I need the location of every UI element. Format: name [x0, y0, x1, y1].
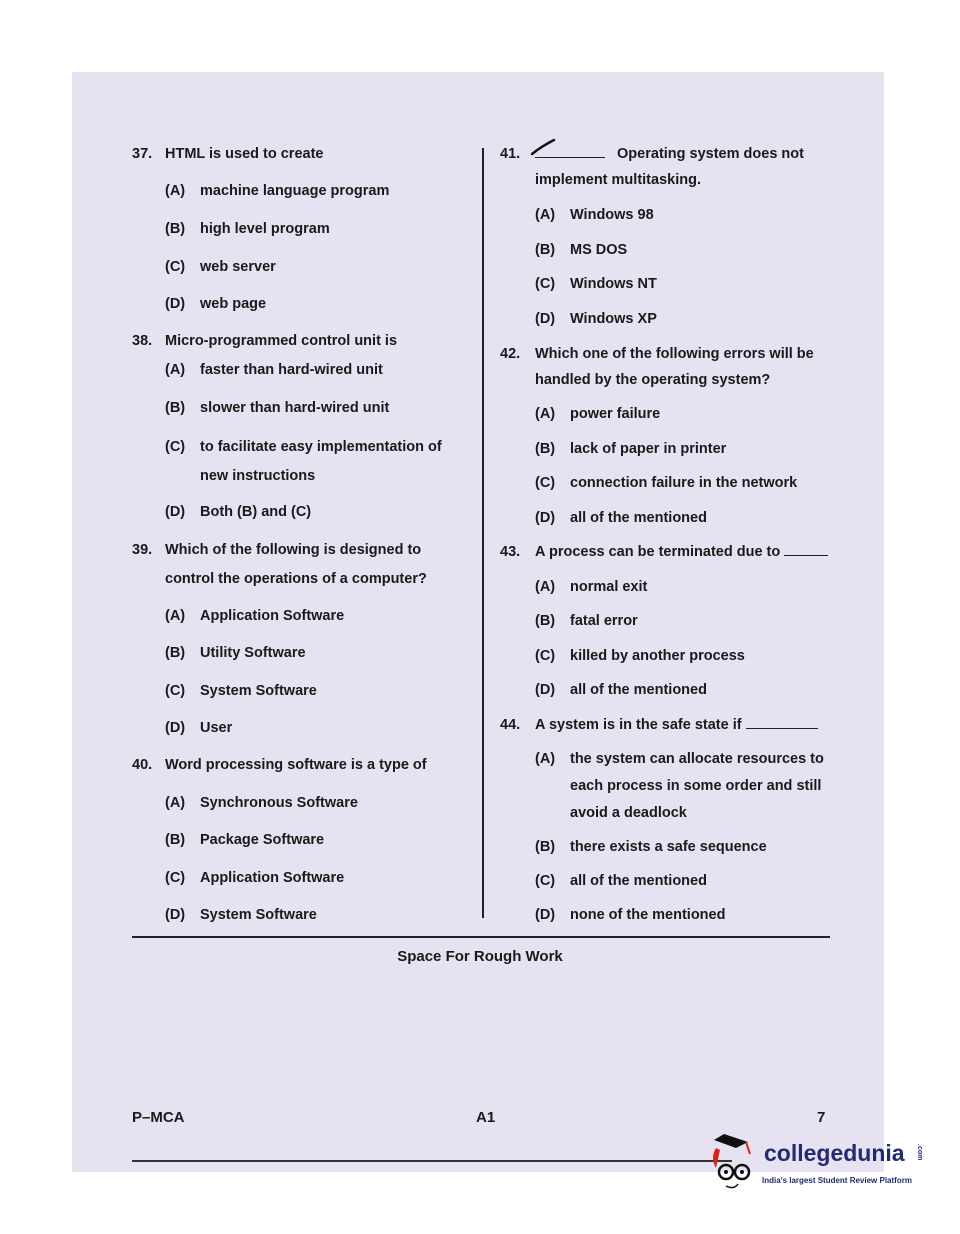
logo-suffix: .com	[916, 1144, 923, 1161]
option-label: (A)	[165, 183, 186, 199]
option-label: (B)	[535, 441, 556, 457]
option-label: (B)	[165, 400, 186, 416]
question-number: 44.	[500, 717, 521, 733]
question-number: 41.	[500, 146, 521, 162]
option-label: (D)	[535, 682, 556, 698]
mascot-icon	[706, 1128, 762, 1190]
option-text: Package Software	[200, 832, 325, 848]
option-label: (B)	[535, 613, 556, 629]
option-text: all of the mentioned	[570, 510, 707, 526]
question-number: 38.	[132, 333, 153, 349]
question-text: Which one of the following errors will be handled by the operating system?	[535, 346, 814, 388]
option-label: (C)	[535, 475, 556, 491]
question-37	[132, 141, 462, 167]
question-text	[535, 539, 830, 565]
logo-tagline: India's largest Student Review Platform	[762, 1176, 912, 1185]
option-text: faster than hard-wired unit	[200, 362, 383, 378]
question-text: Which of the following is designed to control the operations of a computer?	[165, 542, 427, 587]
option-label: (D)	[165, 504, 186, 520]
option-text: User	[200, 720, 233, 736]
question-number: 37.	[132, 146, 153, 162]
option-label: (D)	[165, 907, 186, 923]
option-label: (A)	[535, 579, 556, 595]
option-label: (C)	[535, 648, 556, 664]
question-number: 42.	[500, 346, 521, 362]
option-text: connection failure in the network	[570, 475, 798, 491]
option-text: to facilitate easy implementation of new instructions	[200, 439, 442, 484]
option-text: web server	[200, 259, 276, 275]
question-number: 40.	[132, 757, 153, 773]
column-divider	[482, 148, 484, 918]
option-text: slower than hard-wired unit	[200, 400, 390, 416]
option-text: Windows XP	[570, 311, 657, 327]
option-label: (D)	[535, 510, 556, 526]
footer-center: A1	[476, 1109, 496, 1126]
option-text: Application Software	[200, 608, 345, 624]
option-label: (D)	[165, 296, 186, 312]
option-label: (B)	[165, 832, 186, 848]
option-label: (C)	[165, 259, 186, 275]
option-text: all of the mentioned	[570, 873, 707, 889]
question-text: HTML is used to create	[165, 146, 324, 162]
logo-wordmark: collegedunia	[764, 1140, 905, 1166]
option-text: Utility Software	[200, 645, 306, 661]
question-text-content: A process can be terminated due to	[535, 544, 781, 560]
option-text: Synchronous Software	[200, 795, 358, 811]
answer-blank	[535, 157, 605, 158]
option-label: (A)	[535, 751, 556, 767]
option-label: (B)	[165, 221, 186, 237]
footer-line	[132, 1160, 732, 1162]
collegedunia-logo	[706, 1128, 936, 1198]
option-label: (D)	[165, 720, 186, 736]
option-label: (A)	[165, 608, 186, 624]
option-text: machine language program	[200, 183, 390, 199]
option-text: lack of paper in printer	[570, 441, 727, 457]
question-text	[535, 712, 830, 738]
footer-page-number: 7	[817, 1109, 826, 1126]
question-number: 43.	[500, 544, 521, 560]
option-label: (C)	[165, 439, 186, 455]
option-text: all of the mentioned	[570, 682, 707, 698]
option-label: (C)	[165, 683, 186, 699]
option-label: (D)	[535, 907, 556, 923]
option-text: normal exit	[570, 579, 648, 595]
question-text-content: A system is in the safe state if	[535, 717, 742, 733]
answer-blank	[746, 728, 818, 729]
option-label: (C)	[535, 276, 556, 292]
option-text: there exists a safe sequence	[570, 839, 767, 855]
option-text: System Software	[200, 683, 317, 699]
option-text: Application Software	[200, 870, 345, 886]
question-text: Micro-programmed control unit is	[165, 333, 398, 349]
option-text: System Software	[200, 907, 317, 923]
option-text: web page	[200, 296, 267, 312]
option-text: power failure	[570, 406, 661, 422]
option-label: (D)	[535, 311, 556, 327]
option-label: (B)	[535, 839, 556, 855]
option-text: killed by another process	[570, 648, 745, 664]
option-text: fatal error	[570, 613, 638, 629]
option-label: (A)	[535, 406, 556, 422]
question-text	[535, 141, 830, 193]
question-text: Word processing software is a type of	[165, 757, 427, 773]
option-text: MS DOS	[570, 242, 628, 258]
option-label: (C)	[535, 873, 556, 889]
option-text: Windows 98	[570, 207, 654, 223]
rough-work-heading: Space For Rough Work	[397, 948, 563, 965]
footer-left: P–MCA	[132, 1109, 185, 1126]
question-number: 39.	[132, 542, 153, 558]
option-text: Windows NT	[570, 276, 657, 292]
option-text: the system can allocate resources to each process in some order and still avoid a deadlock	[570, 751, 824, 821]
option-label: (B)	[535, 242, 556, 258]
option-label: (A)	[535, 207, 556, 223]
answer-blank	[784, 555, 828, 556]
option-label: (A)	[165, 362, 186, 378]
option-label: (A)	[165, 795, 186, 811]
option-text: none of the mentioned	[570, 907, 726, 923]
section-divider	[132, 936, 830, 938]
option-label: (C)	[165, 870, 186, 886]
option-label: (B)	[165, 645, 186, 661]
question-text-content: Operating system does not implement multitasking.	[535, 146, 804, 188]
option-text: Both (B) and (C)	[200, 504, 312, 520]
option-text: high level program	[200, 221, 330, 237]
